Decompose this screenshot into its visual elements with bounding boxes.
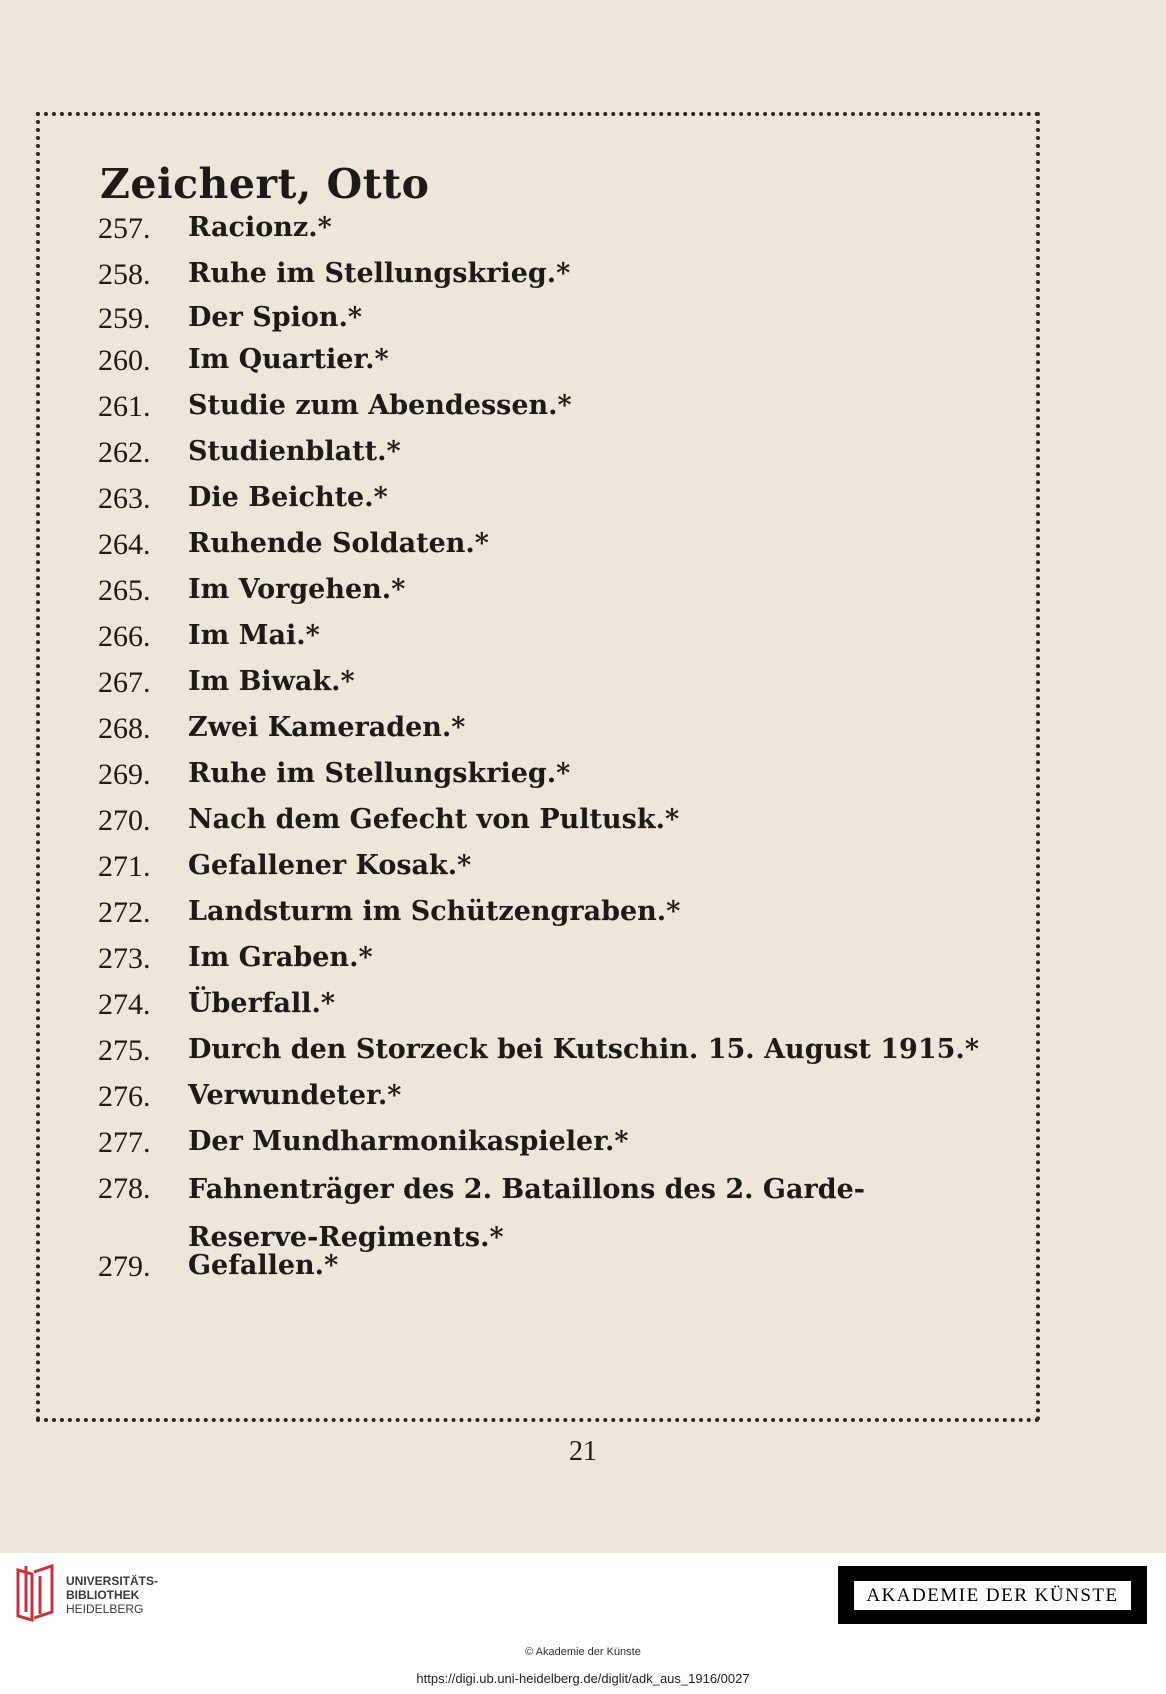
list-item (98, 258, 998, 298)
entry-title: Der Spion.* (188, 302, 363, 333)
entry-title: Überfall.* (188, 988, 335, 1019)
entry-title: Im Biwak.* (188, 666, 355, 697)
list-item (98, 896, 998, 936)
entry-title: Ruhe im Stellungskrieg.* (188, 758, 571, 789)
list-item (98, 666, 998, 706)
list-item (98, 850, 998, 890)
entry-number: 261. (98, 390, 151, 423)
library-name[interactable] (66, 1574, 158, 1616)
entry-number: 279. (98, 1250, 151, 1283)
page-url[interactable]: https://digi.ub.uni-heidelberg.de/diglit/adk_aus_1916/0027 (416, 1671, 750, 1686)
library-line-1: UNIVERSITÄTS- (66, 1574, 159, 1588)
list-item (98, 988, 998, 1028)
entry-title: Ruhe im Stellungskrieg.* (188, 258, 571, 289)
entry-number: 275. (98, 1034, 151, 1067)
list-item (98, 482, 998, 522)
entry-title: Studienblatt.* (188, 436, 401, 467)
list-item (98, 1034, 998, 1074)
entry-title: Die Beichte.* (188, 482, 388, 513)
artist-heading: Zeichert, Otto (100, 160, 430, 208)
copyright-notice: © Akademie der Künste (525, 1646, 641, 1658)
entry-title: Verwundeter.* (188, 1080, 402, 1111)
list-item (98, 1250, 998, 1290)
entry-title: Gefallen.* (188, 1250, 339, 1281)
entry-number: 259. (98, 302, 151, 335)
book-stack-icon (12, 1562, 60, 1624)
entry-number: 258. (98, 258, 151, 291)
entry-number: 273. (98, 942, 151, 975)
entry-title: Durch den Storzeck bei Kutschin. 15. August 1915.* (188, 1034, 979, 1065)
entry-number: 278. (98, 1172, 151, 1205)
list-item (98, 758, 998, 798)
entry-title: Im Mai.* (188, 620, 320, 651)
entry-number: 276. (98, 1080, 151, 1113)
entry-number: 270. (98, 804, 151, 837)
entry-title: Studie zum Abendessen.* (188, 390, 572, 421)
list-item (98, 1172, 998, 1253)
entry-number: 263. (98, 482, 151, 515)
entry-title: Landsturm im Schützengraben.* (188, 896, 681, 927)
entry-number: 260. (98, 344, 151, 377)
library-line-2: BIBLIOTHEK (66, 1588, 140, 1602)
entry-title: Im Vorgehen.* (188, 574, 406, 605)
entry-number: 272. (98, 896, 151, 929)
entry-number: 267. (98, 666, 151, 699)
entry-number: 266. (98, 620, 151, 653)
entry-number: 268. (98, 712, 151, 745)
library-line-3: HEIDELBERG (66, 1602, 144, 1616)
list-item (98, 528, 998, 568)
entry-number: 265. (98, 574, 151, 607)
list-item (98, 620, 998, 660)
entry-number: 277. (98, 1126, 151, 1159)
entry-title: Im Quartier.* (188, 344, 389, 375)
partner-label: AKADEMIE DER KÜNSTE (854, 1581, 1131, 1610)
partner-logo[interactable] (838, 1566, 1147, 1624)
list-item (98, 1080, 998, 1120)
entry-number: 264. (98, 528, 151, 561)
entry-number: 271. (98, 850, 151, 883)
list-item (98, 712, 998, 752)
entry-number: 262. (98, 436, 151, 469)
list-item (98, 390, 998, 430)
list-item (98, 436, 998, 476)
entry-number: 269. (98, 758, 151, 791)
list-item (98, 302, 998, 342)
entry-title: Der Mundharmonikaspieler.* (188, 1126, 629, 1157)
list-item (98, 574, 998, 614)
entry-title: Zwei Kameraden.* (188, 712, 466, 743)
list-item (98, 344, 998, 384)
list-item (98, 212, 998, 252)
entry-title: Nach dem Gefecht von Pultusk.* (188, 804, 680, 835)
list-item (98, 1126, 998, 1166)
entry-title: Racionz.* (188, 212, 332, 243)
list-item (98, 804, 998, 844)
entry-number: 257. (98, 212, 151, 245)
entry-title: Ruhende Soldaten.* (188, 528, 489, 559)
entry-number: 274. (98, 988, 151, 1021)
entry-title: Gefallener Kosak.* (188, 850, 472, 881)
list-item (98, 942, 998, 982)
entry-title: Im Graben.* (188, 942, 373, 973)
page-number: 21 (569, 1436, 597, 1467)
entry-title: Fahnenträger des 2. Bataillons des 2. Garde-Reserve-Regiments.* (188, 1174, 865, 1253)
